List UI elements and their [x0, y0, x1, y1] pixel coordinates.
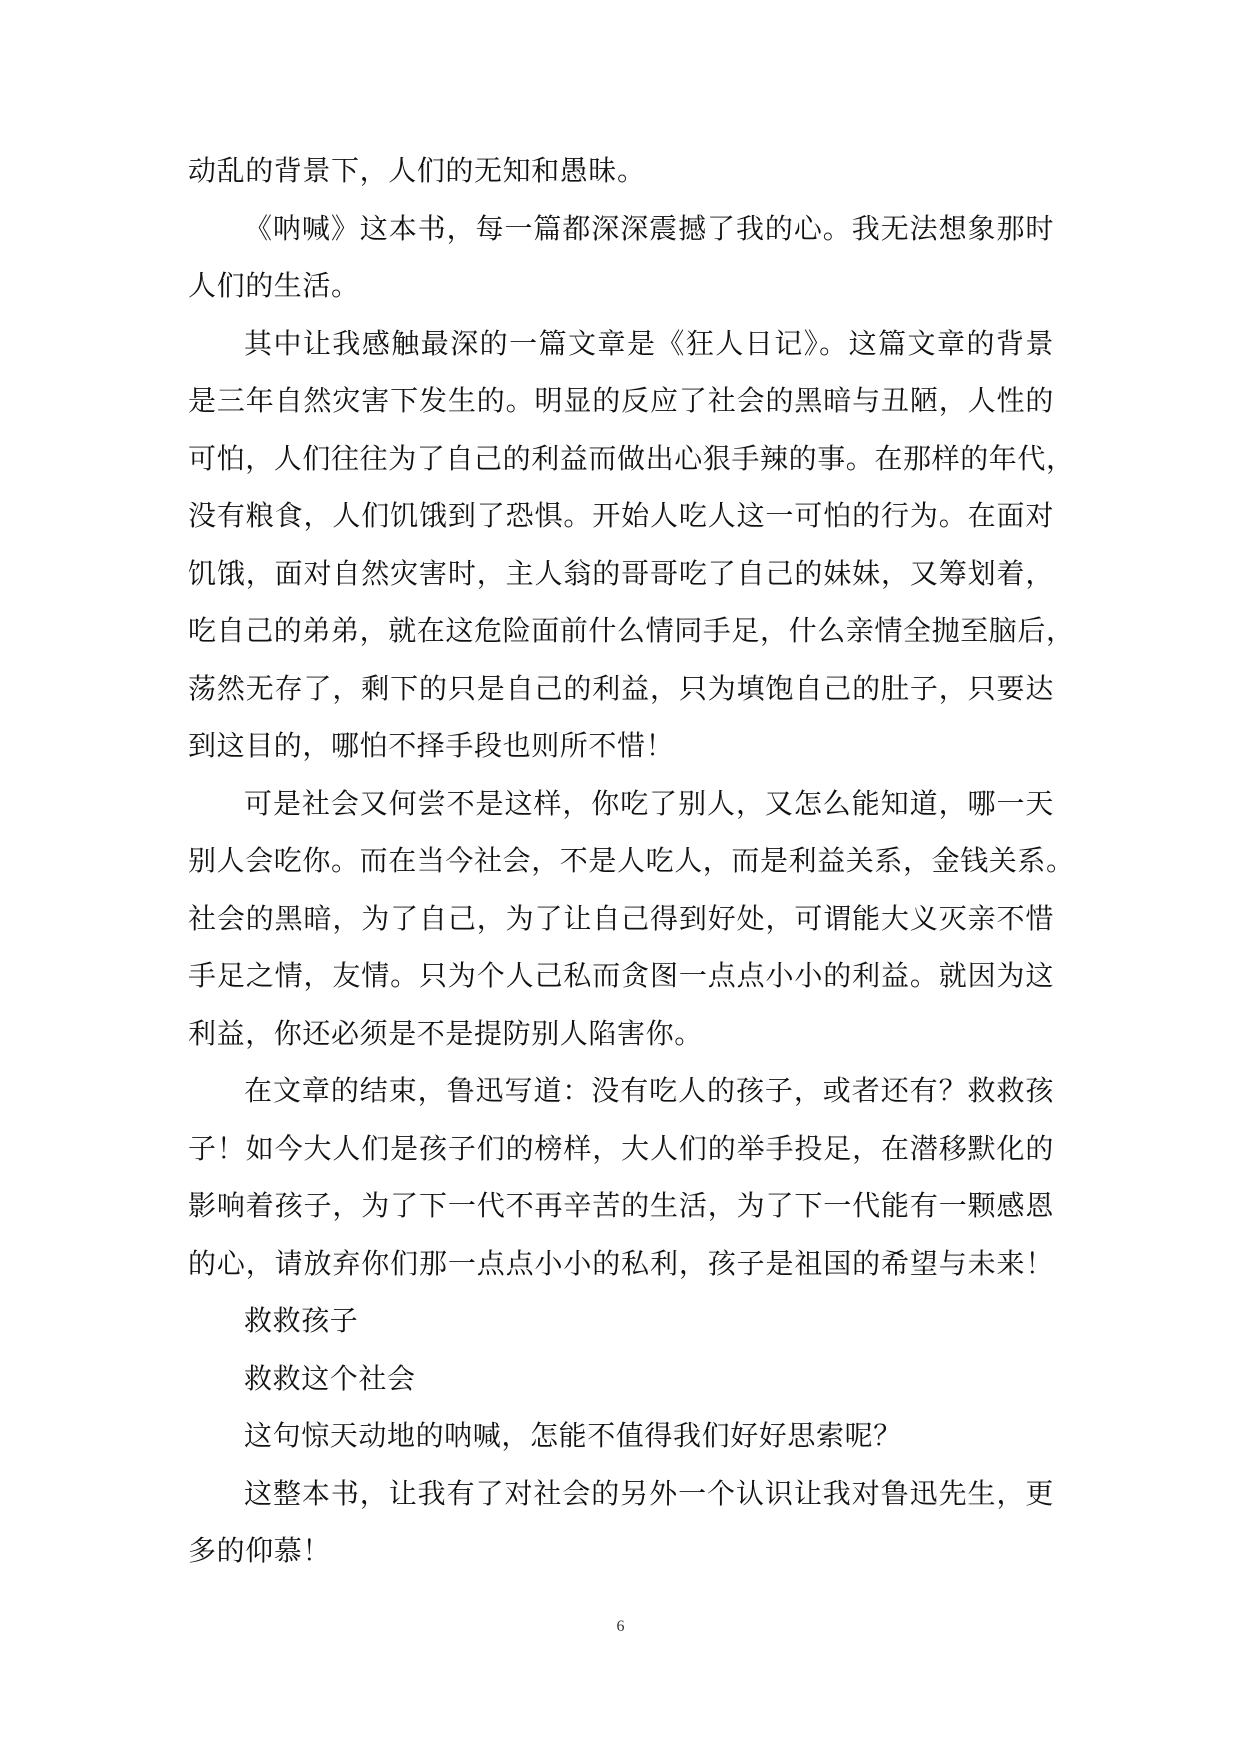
text-line: 多的仰慕！ [188, 1534, 332, 1567]
text-line: 吃自己的弟弟，就在这危险面前什么情同手足，什么亲情全抛至脑后， [188, 614, 1075, 647]
text-line: 的心，请放弃你们那一点点小小的私利，孩子是祖国的希望与未来！ [188, 1246, 1054, 1280]
text-line: 救救这个社会 [244, 1361, 416, 1395]
text-line: 别人会吃你。而在当今社会，不是人吃人，而是利益关系，金钱关系。 [188, 844, 1075, 877]
text-line: 手足之情，友情。只为个人己私而贪图一点点小小的利益。就因为这 [188, 959, 1054, 992]
text-line: 荡然无存了，剩下的只是自己的利益，只为填饱自己的肚子，只要达 [188, 671, 1054, 705]
text-line: 《呐喊》这本书，每一篇都深深震撼了我的心。我无法想象那时 [244, 211, 1054, 245]
text-line: 这整本书，让我有了对社会的另外一个认识让我对鲁迅先生，更 [244, 1476, 1054, 1510]
text-line: 其中让我感触最深的一篇文章是《狂人日记》。这篇文章的背景 [244, 326, 1054, 360]
body-text [188, 142, 1075, 1580]
text-line: 动乱的背景下，人们的无知和愚昧。 [188, 154, 646, 187]
text-line: 利益，你还必须是不是提防别人陷害你。 [188, 1016, 703, 1050]
text-line: 影响着孩子，为了下一代不再辛苦的生活，为了下一代能有一颗感恩 [188, 1189, 1054, 1222]
text-line: 没有粮食，人们饥饿到了恐惧。开始人吃人这一可怕的行为。在面对 [188, 499, 1054, 532]
text-line: 人们的生活。 [188, 269, 360, 302]
text-line: 救救孩子 [244, 1304, 359, 1337]
page-number: 6 [616, 1618, 625, 1635]
text-line: 可怕，人们往往为了自己的利益而做出心狠手辣的事。在那样的年代， [188, 441, 1075, 475]
text-line: 是三年自然灾害下发生的。明显的反应了社会的黑暗与丑陋，人性的 [188, 384, 1054, 417]
text-line: 可是社会又何尝不是这样，你吃了别人，又怎么能知道，哪一天 [244, 786, 1054, 820]
text-line: 饥饿，面对自然灾害时，主人翁的哥哥吃了自己的妹妹，又筹划着， [188, 556, 1054, 590]
text-line: 这句惊天动地的呐喊，怎能不值得我们好好思索呢？ [244, 1419, 902, 1452]
text-line: 在文章的结束，鲁迅写道：没有吃人的孩子，或者还有？救救孩 [244, 1074, 1054, 1107]
text-line: 到这目的，哪怕不择手段也则所不惜！ [188, 729, 675, 762]
text-line: 子！如今大人们是孩子们的榜样，大人们的举手投足，在潜移默化的 [188, 1131, 1054, 1165]
text-line: 社会的黑暗，为了自己，为了让自己得到好处，可谓能大义灭亲不惜 [188, 901, 1054, 935]
